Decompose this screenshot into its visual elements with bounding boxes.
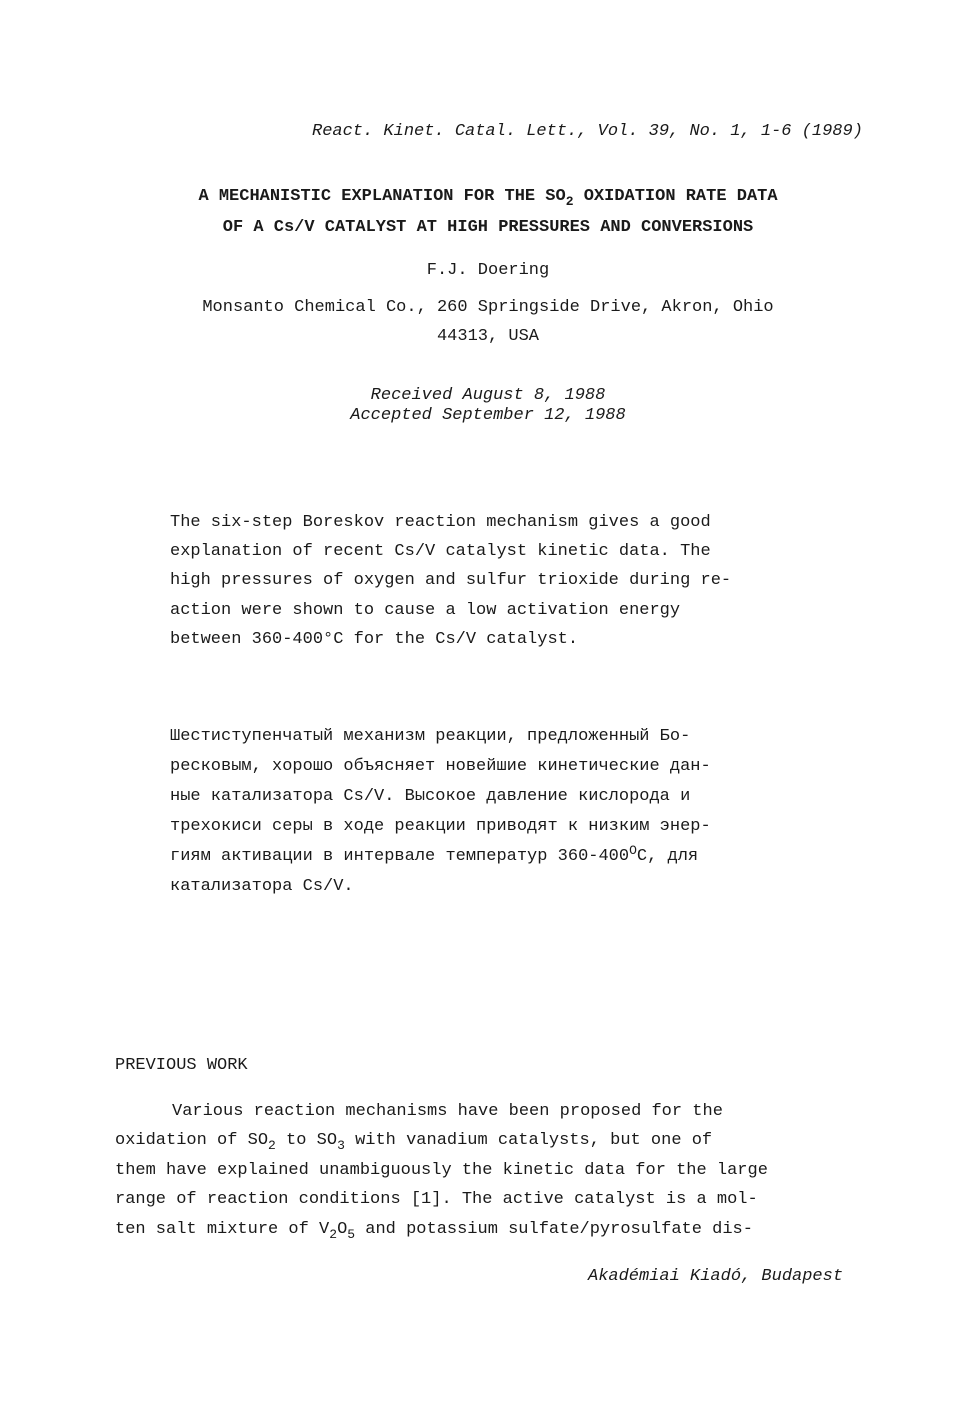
- abstract-en-line: high pressures of oxygen and sulfur trioxide during re-: [170, 571, 732, 591]
- body-line: them have explained unambiguously the kinetic data for the large: [115, 1160, 768, 1180]
- publisher-footer: Akadémiai Kiadó, Budapest: [588, 1267, 844, 1286]
- abstract-ru-line: катализатора Cs/V.: [170, 877, 354, 896]
- abstract-ru-line-5: гиям активации в интервале температур $360-400^OC$, для: [170, 843, 699, 866]
- article-title-line-2: OF A Cs/V CATALYST AT HIGH PRESSURES AND CONVERSIONS: [222, 218, 754, 237]
- abstract-english: [170, 508, 731, 654]
- abstract-ru-line: ресковым, хорошо объясняет новейшие кинетические дан-: [170, 757, 711, 776]
- section-heading: PREVIOUS WORK: [115, 1056, 248, 1075]
- body-line-5: ten salt mixture of $V_2O_5$ and potassium sulfate/pyrosulfate dis-: [115, 1219, 753, 1242]
- title-text-b: OXIDATION RATE DATA: [573, 187, 778, 206]
- title-text-a: A MECHANISTIC EXPLANATION FOR THE SO: [198, 187, 566, 206]
- body-paragraph: [115, 1097, 768, 1244]
- abstract-ru-line: Шестиступенчатый механизм реакции, предложенный Бо-: [170, 727, 691, 746]
- abstract-russian: [170, 722, 711, 902]
- abstract-en-line: action were shown to cause a low activation energy: [170, 600, 681, 620]
- affiliation-line-1: Monsanto Chemical Co., 260 Springside Drive, Akron, Ohio: [202, 298, 774, 317]
- received-date: Received August 8, 1988: [370, 386, 606, 405]
- abstract-ru-line: ные катализатора Cs/V. Высокое давление кислорода и: [170, 787, 691, 806]
- abstract-en-line: explanation of recent Cs/V catalyst kinetic data. The: [170, 542, 711, 562]
- body-line-2: oxidation of $SO_2$ to $SO_3$ with vanadium catalysts, but one of: [115, 1131, 713, 1154]
- affiliation-line-2: 44313, USA: [436, 327, 540, 346]
- accepted-date: Accepted September 12, 1988: [350, 406, 626, 425]
- body-line: range of reaction conditions [1]. The active catalyst is a mol-: [115, 1190, 758, 1210]
- author: F.J. Doering: [426, 261, 550, 280]
- title-sub: 2: [565, 194, 574, 209]
- article-title-line-1: [0, 187, 976, 209]
- abstract-ru-line: трехокиси серы в ходе реакции приводят к низким энер-: [170, 817, 711, 836]
- abstract-en-line: The six-step Boreskov reaction mechanism gives a good: [170, 513, 711, 532]
- citation-line: React. Kinet. Catal. Lett., Vol. 39, No. 1, 1-6 (1989): [312, 122, 863, 141]
- abstract-en-line: between 360-400°C for the Cs/V catalyst.: [170, 629, 579, 649]
- body-line: Various reaction mechanisms have been proposed for the: [172, 1102, 723, 1121]
